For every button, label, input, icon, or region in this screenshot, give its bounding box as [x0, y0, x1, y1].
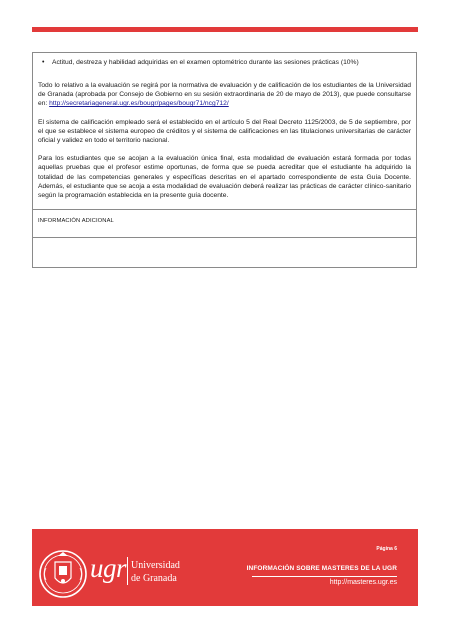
- bullet-icon: •: [42, 59, 45, 66]
- footer-url: http://masteres.ugr.es: [329, 579, 397, 586]
- evaluation-section: [33, 53, 416, 210]
- section-title: INFORMACIÓN ADICIONAL: [38, 218, 114, 225]
- logo-wordmark: ugr: [90, 553, 127, 583]
- paragraph-evaluacion-unica: Para los estudiantes que se acojan a la evaluación única final, esta modalidad de evaluación estará formada por todas aquellas pruebas que el profesor estime oportunas, de forma que se pueda acreditar que el estudiante ha adquirido la totalidad de las competencias generales y específicas descritas en el apartado correspondiente de esta Guía Docente. Además, el estudiante que se acoja a esta modalidad de evaluación deberá realizar las prácticas de carácter clínico-sanitario según la programación establecida en la presente guía docente.: [38, 155, 411, 200]
- evaluation-table: [32, 52, 417, 268]
- header-red-bar: [32, 27, 418, 32]
- university-seal-icon: [38, 548, 88, 600]
- paragraph-normativa: [38, 81, 411, 109]
- additional-info-body: [33, 238, 416, 267]
- logo-line-1: Universidad: [131, 560, 180, 571]
- additional-info-header: [33, 210, 416, 238]
- paragraph-calificacion: El sistema de calificación empleado será el establecido en el artículo 5 del Real Decreto 1125/2003, de 5 de septiembre, por el que se establece el sistema europeo de créditos y el sistema de calificaciones en las titulaciones universitarias de carácter oficial y validez en todo el territorio nacional.: [38, 118, 411, 145]
- bullet-text: Actitud, destreza y habilidad adquiridas en el examen optométrico durante las sesiones prácticas (10%): [52, 59, 359, 66]
- footer-title: INFORMACIÓN SOBRE MASTERES DE LA UGR: [246, 565, 397, 572]
- footer: [32, 529, 418, 606]
- normativa-link[interactable]: http://secretariageneral.ugr.es/bougr/pages/bougr71/ncg712/: [49, 100, 229, 108]
- footer-divider: [252, 576, 397, 577]
- logo-university-name: [131, 559, 180, 585]
- logo-line-2: de Granada: [131, 573, 177, 584]
- page-number: Página 6: [376, 546, 397, 552]
- paragraph-normativa-text: Todo lo relativo a la evaluación se regirá por la normativa de evaluación y de calificación de los estudiantes de la Universidad de Granada (aprobada por Consejo de Gobierno en su sesión extraordinaria de 20 de mayo de 2013), que puede consultarse en:: [38, 82, 411, 108]
- list-item: [38, 58, 411, 67]
- logo-divider: [127, 557, 128, 585]
